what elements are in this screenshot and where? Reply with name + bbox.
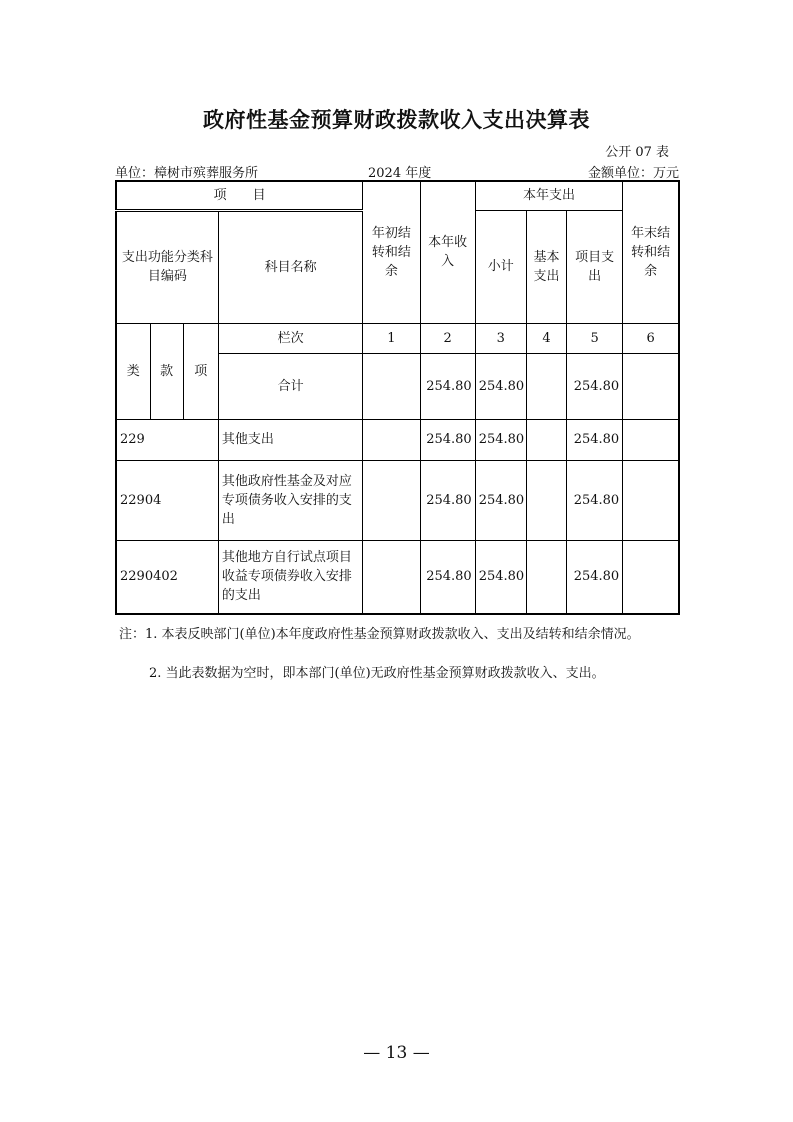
money-unit-label: 金额单位：万元 (587, 166, 679, 181)
end-balance-header: 年末结转和结余 (623, 181, 679, 323)
total-end-balance (623, 353, 679, 419)
item-header: 项 目 (116, 181, 363, 210)
notes (119, 625, 719, 683)
total-income: 254.80 (420, 353, 475, 419)
kuan-header: 款 (150, 323, 183, 419)
col-index-5: 5 (567, 323, 623, 353)
row-subtotal: 254.80 (475, 540, 526, 614)
row-basic (526, 460, 566, 540)
row-income: 254.80 (420, 460, 475, 540)
row-income: 254.80 (420, 540, 475, 614)
row-begin-balance (363, 460, 420, 540)
total-basic (526, 353, 566, 419)
row-basic (526, 419, 566, 460)
xiang-header: 项 (183, 323, 218, 419)
note-1: 注：1. 本表反映部门(单位)本年度政府性基金预算财政拨款收入、支出及结转和结余情况。 (119, 627, 640, 642)
row-end-balance (623, 460, 679, 540)
begin-balance-header: 年初结转和结余 (363, 181, 420, 323)
page-title: 政府性基金预算财政拨款收入支出决算表 (203, 108, 590, 132)
row-begin-balance (363, 540, 420, 614)
row-income: 254.80 (420, 419, 475, 460)
total-project: 254.80 (567, 353, 623, 419)
row-code: 229 (116, 419, 218, 460)
header-row-1 (116, 181, 679, 210)
column-index-row (116, 323, 679, 353)
table-row (116, 460, 679, 540)
row-begin-balance (363, 419, 420, 460)
col-index-4: 4 (526, 323, 566, 353)
project-header: 项目支出 (567, 210, 623, 323)
expense-group-header: 本年支出 (475, 181, 623, 210)
form-number: 公开 07 表 (605, 145, 669, 160)
col-index-6: 6 (623, 323, 679, 353)
lei-header: 类 (116, 323, 150, 419)
total-subtotal: 254.80 (475, 353, 526, 419)
note-2: 2. 当此表数据为空时，即本部门(单位)无政府性基金预算财政拨款收入、支出。 (149, 666, 605, 681)
lanci-label: 栏次 (218, 323, 363, 353)
total-begin-balance (363, 353, 420, 419)
total-label: 合计 (218, 353, 363, 419)
col-index-1: 1 (363, 323, 420, 353)
col-index-2: 2 (420, 323, 475, 353)
report-meta (115, 162, 679, 180)
report-table (115, 180, 680, 615)
table-row (116, 419, 679, 460)
row-project: 254.80 (567, 540, 623, 614)
income-header: 本年收入 (420, 181, 475, 323)
row-name: 其他地方自行试点项目收益专项债券收入安排的支出 (218, 540, 363, 614)
row-code: 22904 (116, 460, 218, 540)
row-subtotal: 254.80 (475, 460, 526, 540)
row-project: 254.80 (567, 419, 623, 460)
table-row (116, 540, 679, 614)
row-basic (526, 540, 566, 614)
row-end-balance (623, 540, 679, 614)
row-end-balance (623, 419, 679, 460)
row-project: 254.80 (567, 460, 623, 540)
year-label: 2024 年度 (368, 166, 432, 181)
basic-header: 基本支出 (526, 210, 566, 323)
row-name: 其他政府性基金及对应专项债务收入安排的支出 (218, 460, 363, 540)
col-index-3: 3 (475, 323, 526, 353)
page-number: — 13 — (363, 1043, 430, 1063)
subtotal-header: 小计 (475, 210, 526, 323)
unit-label: 单位：樟树市殡葬服务所 (115, 166, 259, 181)
subject-name-header: 科目名称 (218, 210, 363, 323)
row-code: 2290402 (116, 540, 218, 614)
row-name: 其他支出 (218, 419, 363, 460)
row-subtotal: 254.80 (475, 419, 526, 460)
func-code-header: 支出功能分类科目编码 (116, 210, 218, 323)
